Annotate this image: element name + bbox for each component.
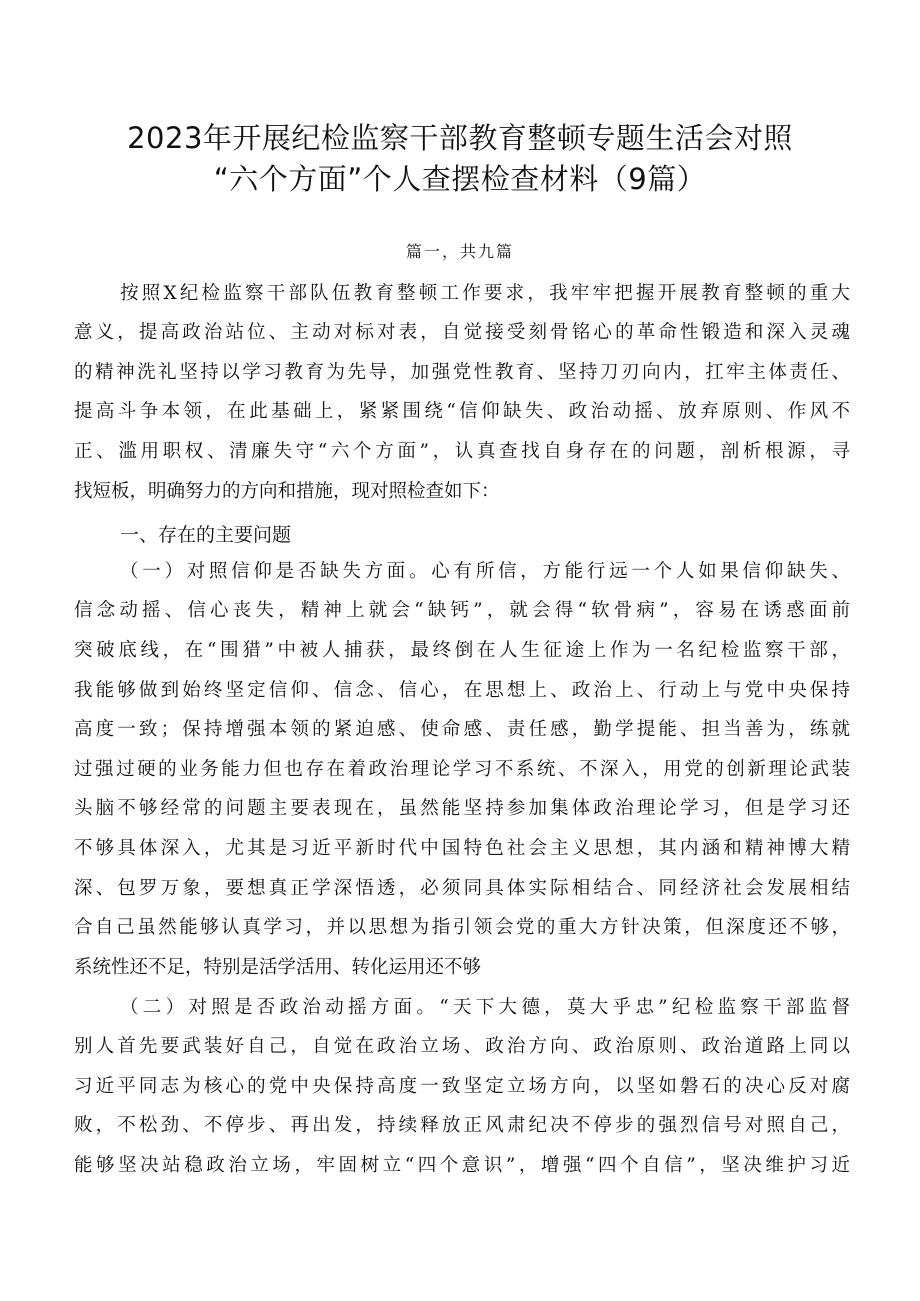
para1-line: 系统性还不足，特别是活学活用、转化运用还不够 [74,957,482,978]
para1-line: 信念动摇、信心丧失，精神上就会“缺钙”，就会得“软骨病”，容易在诱惑面前 [74,600,850,621]
para1-line: （一）对照信仰是否缺失方面。心有所信，方能行远一个人如果信仰缺失、 [120,561,850,582]
para2-line: 别人首先要武装好自己，自觉在政治立场、政治方向、政治原则、政治道路上同以 [74,1036,850,1057]
section-heading: 一、存在的主要问题 [120,524,292,546]
para1-line: 深、包罗万象，要想真正学深悟透，必须同具体实际相结合、同经济社会发展相结 [74,878,850,899]
para1-line: 过强过硬的业务能力但也存在着政治理论学习不系统、不深入，用党的创新理论武装 [74,759,850,780]
intro-line: 找短板，明确努力的方向和措施，现对照检查如下： [74,481,500,502]
intro-line: 提高斗争本领，在此基础上，紧紧围绕“信仰缺失、政治动摇、放弃原则、作风不 [74,401,850,422]
para1-line: 不够具体深入，尤其是习近平新时代中国特色社会主义思想，其内涵和精神博大精 [74,838,850,859]
para2-line: 能够坚决站稳政治立场，牢固树立“四个意识”，增强“四个自信”，坚决维护习近 [74,1155,850,1176]
document-title-line-1: 2023年开展纪检监察干部教育整顿专题生活会对照 [127,121,793,155]
para1-line: 高度一致；保持增强本领的紧迫感、使命感、责任感，勤学提能、担当善为，练就 [74,719,850,740]
para1-line: 合自己虽然能够认真学习，并以思想为指引领会党的重大方针决策，但深度还不够， [74,917,850,938]
para1-line: 头脑不够经常的问题主要表现在，虽然能坚持参加集体政治理论学习，但是学习还 [74,798,850,819]
intro-line: 的精神洗礼坚持以学习教育为先导，加强党性教育、坚持刀刃向内，扛牢主体责任、 [74,362,850,383]
para1-line: 我能够做到始终坚定信仰、信念、信心，在思想上、政治上、行动上与党中央保持 [74,680,850,701]
intro-line: 正、滥用职权、清廉失守“六个方面”，认真查找自身存在的问题，剖析根源，寻 [74,441,850,462]
para2-line: 习近平同志为核心的党中央保持高度一致坚定立场方向，以坚如磐石的决心反对腐 [74,1076,850,1097]
intro-line: 按照X纪检监察干部队伍教育整顿工作要求，我牢牢把握开展教育整顿的重大 [120,283,850,304]
document-subtitle: 篇一，共九篇 [405,242,514,261]
document-title-line-2: “六个方面”个人查摆检查材料（9篇） [213,162,707,196]
para2-line: 败，不松劲、不停步、再出发，持续释放正风肃纪决不停步的强烈信号对照自己， [74,1115,850,1136]
para2-line: （二）对照是否政治动摇方面。“天下大德，莫大乎忠”纪检监察干部监督 [120,997,850,1018]
para1-line: 突破底线，在“围猎”中被人捕获，最终倒在人生征途上作为一名纪检监察干部， [74,640,850,661]
intro-line: 意义，提高政治站位、主动对标对表，自觉接受刻骨铭心的革命性锻造和深入灵魂 [74,322,850,343]
